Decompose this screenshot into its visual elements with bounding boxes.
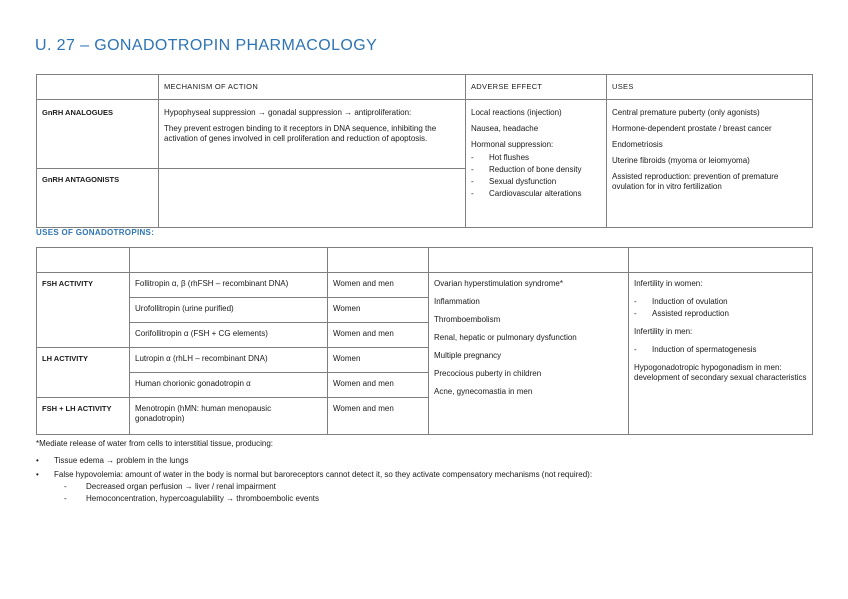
- list-item: [36, 455, 816, 467]
- table-row: [37, 273, 813, 298]
- empty-header-cell: [37, 248, 130, 273]
- mechanism-line: They prevent estrogen binding to it receptors in DNA sequence, inhibiting the activation of genes involved in cell proliferation and reduction of apoptosis.: [164, 124, 437, 143]
- drug-name: Menotropin (hMN: human menopausic gonadotropin): [130, 398, 328, 435]
- drug-name: Follitropin α, β (rhFSH – recombinant DNA): [130, 273, 328, 298]
- table-header-row: [37, 248, 813, 273]
- list-item: - Reduction of bone density: [471, 165, 601, 175]
- list-item: - Hot flushes: [471, 153, 601, 163]
- adverse-item: Precocious puberty in children: [434, 369, 542, 378]
- section-heading: USES OF GONADOTROPINS:: [36, 228, 155, 237]
- footnotes: [36, 438, 816, 507]
- uses-item: Uterine fibroids (myoma or leiomyoma): [612, 156, 750, 165]
- uses-hypogonadism: Hypogonadotropic hypogonadism in men: development of secondary sexual characteristics: [634, 363, 807, 382]
- page-title: U. 27 – GONADOTROPIN PHARMACOLOGY: [35, 37, 378, 54]
- header-uses: USES: [607, 75, 813, 100]
- footnote-intro: *Mediate release of water from cells to interstitial tissue, producing:: [36, 439, 273, 448]
- table-header-row: [37, 75, 813, 100]
- empty-header-cell: [328, 248, 429, 273]
- women-uses-list: [634, 297, 807, 319]
- adverse-item: Ovarian hyperstimulation syndrome*: [434, 279, 563, 288]
- uses-item: Central premature puberty (only agonists): [612, 108, 760, 117]
- footnote-text: False hypovolemia: amount of water in the body is normal but baroreceptors cannot detect it, so they activate compensatory mechanisms (not required):: [54, 470, 593, 479]
- drug-patients: Women and men: [328, 273, 429, 298]
- drug-patients: Women and men: [328, 398, 429, 435]
- adverse-item: Renal, hepatic or pulmonary dysfunction: [434, 333, 577, 342]
- empty-header-cell: [130, 248, 328, 273]
- drug-patients: Women and men: [328, 323, 429, 348]
- group-fsh: FSH ACTIVITY: [37, 273, 130, 348]
- mechanism-line: Hypophyseal suppression → gonadal suppression → antiproliferation:: [164, 108, 412, 117]
- drug-patients: Women: [328, 298, 429, 323]
- empty-header-cell: [629, 248, 813, 273]
- adverse-item: Multiple pregnancy: [434, 351, 502, 360]
- list-item: - Sexual dysfunction: [471, 177, 601, 187]
- gnrh-table: [36, 74, 813, 228]
- uses-cell: [607, 100, 813, 228]
- adverse-item: Thromboembolism: [434, 315, 501, 324]
- uses-heading-men: Infertility in men:: [634, 327, 693, 336]
- list-item: - Induction of ovulation: [634, 297, 807, 307]
- header-adverse: ADVERSE EFFECT: [466, 75, 607, 100]
- drug-name: Urofollitropin (urine purified): [130, 298, 328, 323]
- list-item: - Decreased organ perfusion → liver / renal impairment: [64, 481, 816, 493]
- adverse-item: Acne, gynecomastia in men: [434, 387, 533, 396]
- uses-item: Assisted reproduction: prevention of premature ovulation for in vitro fertilization: [612, 172, 779, 191]
- uses-item: Hormone-dependent prostate / breast cancer: [612, 124, 772, 133]
- adverse-item: Hormonal suppression:: [471, 140, 554, 149]
- mechanism-cell: [159, 100, 466, 169]
- gonadotropins-table: [36, 247, 813, 435]
- gonadotropin-adverse-cell: [429, 273, 629, 435]
- uses-item: Endometriosis: [612, 140, 663, 149]
- footnote-sublist: [64, 481, 816, 505]
- table-row: [37, 100, 813, 169]
- list-item: - Hemoconcentration, hypercoagulability → thromboembolic events: [64, 493, 816, 505]
- uses-heading-women: Infertility in women:: [634, 279, 703, 288]
- group-lh: LH ACTIVITY: [37, 348, 130, 398]
- list-item: [36, 469, 816, 505]
- footnote-list: [36, 455, 816, 505]
- adverse-item: Local reactions (injection): [471, 108, 562, 117]
- adverse-item: Nausea, headache: [471, 124, 539, 133]
- list-item: - Cardiovascular alterations: [471, 189, 601, 199]
- group-fsh-lh: FSH + LH ACTIVITY: [37, 398, 130, 435]
- adverse-cell: [466, 100, 607, 228]
- drug-name: Lutropin α (rhLH – recombinant DNA): [130, 348, 328, 373]
- adverse-item: Inflammation: [434, 297, 480, 306]
- list-item: - Assisted reproduction: [634, 309, 807, 319]
- men-uses-list: [634, 345, 807, 355]
- list-item: - Induction of spermatogenesis: [634, 345, 807, 355]
- drug-patients: Women and men: [328, 373, 429, 398]
- drug-patients: Women: [328, 348, 429, 373]
- footnote-text: Tissue edema → problem in the lungs: [54, 456, 189, 465]
- header-empty: [37, 75, 159, 100]
- header-mechanism: MECHANISM OF ACTION: [159, 75, 466, 100]
- row-label-antagonists: GnRH ANTAGONISTS: [37, 169, 159, 228]
- empty-header-cell: [429, 248, 629, 273]
- row-label-analogues: GnRH ANALOGUES: [37, 100, 159, 169]
- adverse-sublist: [471, 153, 601, 199]
- gonadotropin-uses-cell: [629, 273, 813, 435]
- drug-name: Human chorionic gonadotropin α: [130, 373, 328, 398]
- drug-name: Corifollitropin α (FSH + CG elements): [130, 323, 328, 348]
- empty-cell: [159, 169, 466, 228]
